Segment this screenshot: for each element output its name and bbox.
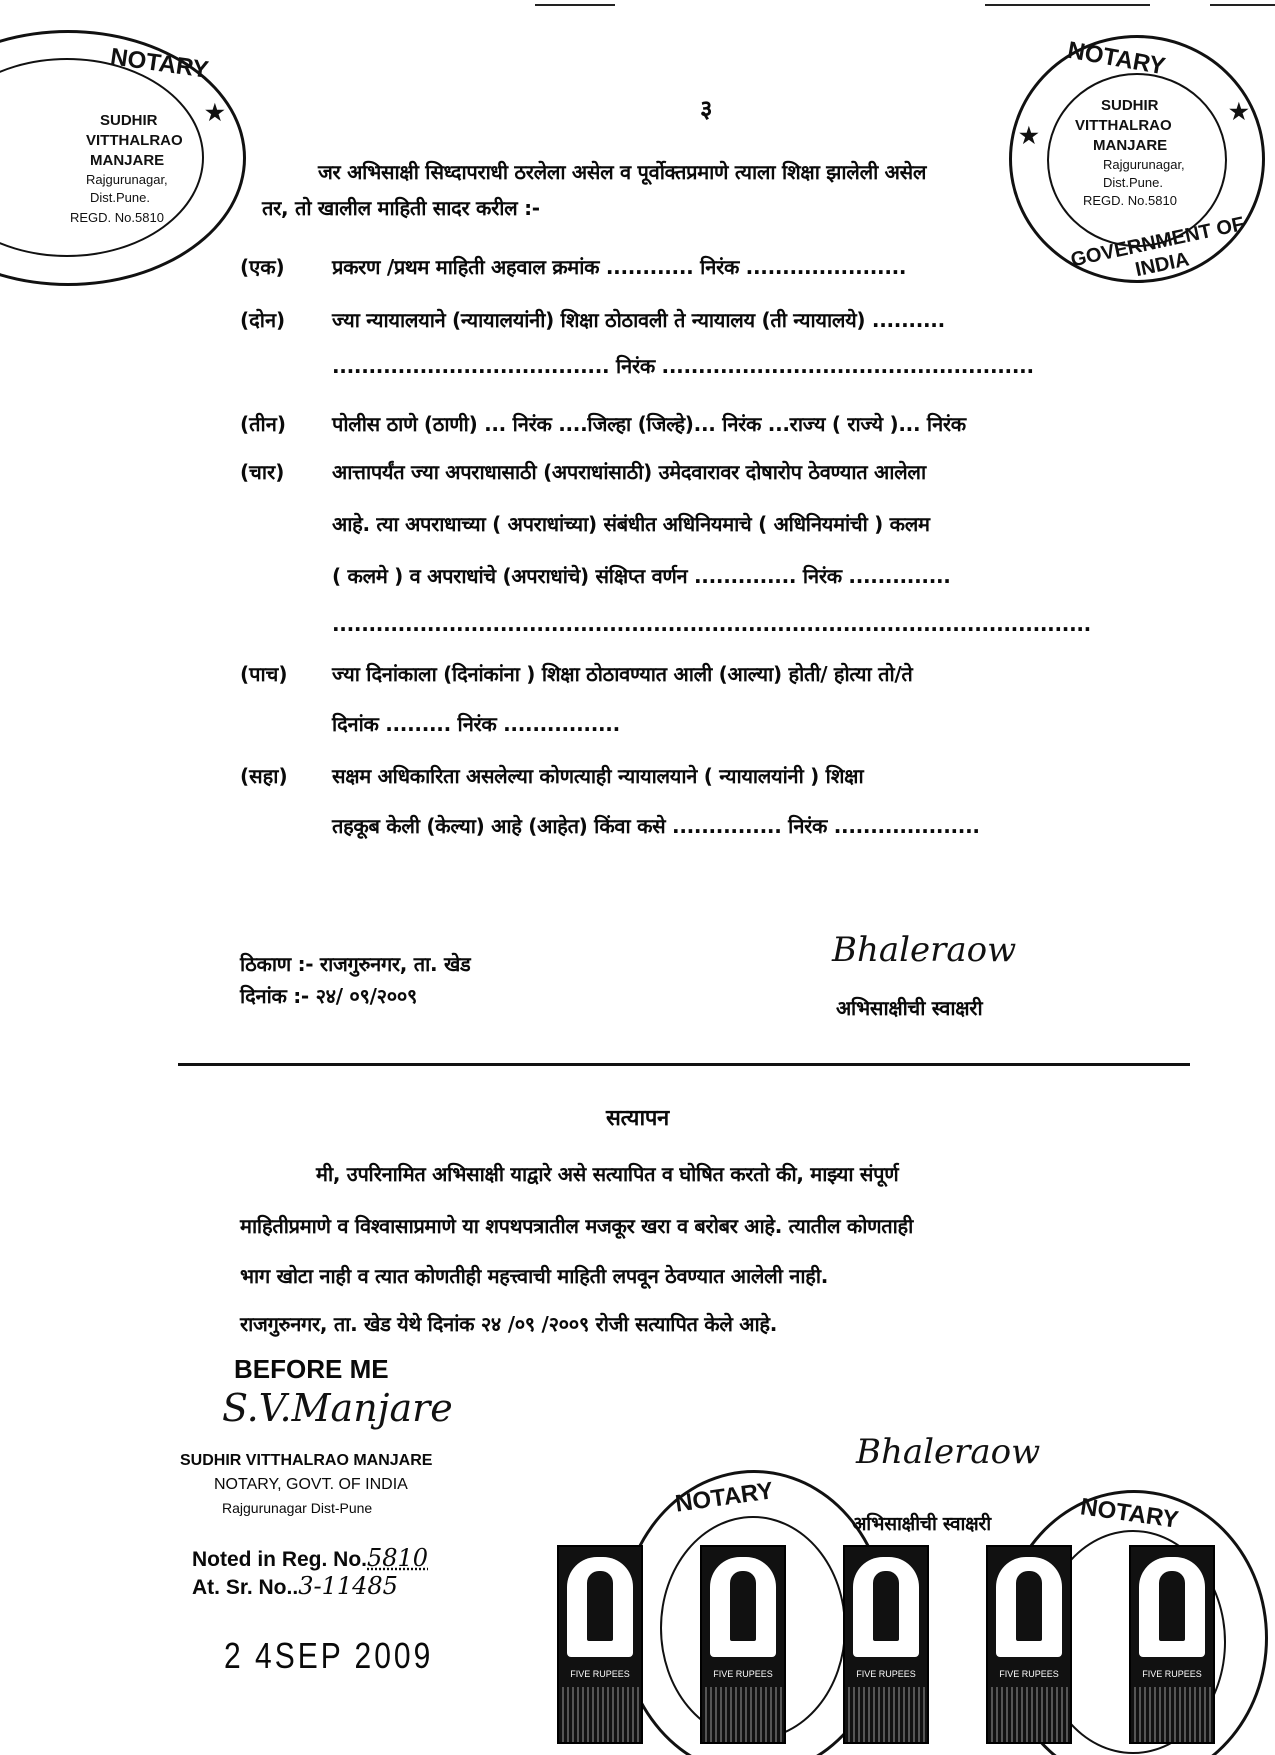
notary-title: NOTARY, GOVT. OF INDIA xyxy=(214,1476,408,1493)
date: दिनांक :- २४/ ०९/२००९ xyxy=(240,984,418,1008)
seal-city: Rajgurunagar, xyxy=(1103,157,1185,172)
verification-title: सत्यापन xyxy=(606,1106,669,1131)
item-line: ज्या न्यायालयाने (न्यायालयांनी) शिक्षा ठोठावली ते न्यायालय (ती न्यायालये) .......... xyxy=(332,308,945,332)
item-label: (चार) xyxy=(240,460,285,484)
item-line: ........................................................................................................ xyxy=(332,612,1091,636)
intro-line-2: तर, तो खालील माहिती सादर करील :- xyxy=(262,196,540,220)
verification-line: राजगुरुनगर, ता. खेड येथे दिनांक २४ /०९ /२००९ रोजी सत्यापित केले आहे. xyxy=(240,1312,778,1336)
date-stamp: 2 4SEP 2009 xyxy=(224,1636,434,1677)
seal-name-3: MANJARE xyxy=(90,152,165,169)
verification-line: मी, उपरिनामित अभिसाक्षी याद्वारे असे सत्यापित व घोषित करतो की, माझ्या संपूर्ण xyxy=(316,1162,899,1186)
scan-edge-line xyxy=(985,4,1150,6)
page-number: ३ xyxy=(700,95,713,123)
item-line: ...................................... निरंक ................................................... xyxy=(332,354,1034,378)
revenue-stamp xyxy=(986,1545,1072,1744)
seal-name-1: SUDHIR xyxy=(1101,97,1159,114)
scan-edge-line xyxy=(535,4,615,6)
seal-top-arc: NOTARY xyxy=(673,1477,776,1518)
reg-number-value: 5810 xyxy=(367,1544,429,1572)
item-line: दिनांक ......... निरंक ................ xyxy=(332,712,620,736)
item-line: आत्तापर्यंत ज्या अपराधासाठी (अपराधांसाठी) उमेदवारावर दोषारोप ठेवण्यात आलेला xyxy=(332,460,926,484)
notary-name: SUDHIR VITTHALRAO MANJARE xyxy=(180,1452,433,1469)
seal-name-1: SUDHIR xyxy=(100,112,158,129)
stamp-value: FIVE RUPEES xyxy=(1142,1669,1202,1679)
seal-top-arc: NOTARY xyxy=(108,43,211,84)
stamp-value: FIVE RUPEES xyxy=(999,1669,1059,1679)
seal-top-arc: NOTARY xyxy=(1065,36,1168,81)
ashoka-emblem-icon xyxy=(1139,1557,1205,1657)
notary-place: Rajgurunagar Dist-Pune xyxy=(222,1500,373,1516)
intro-line-1: जर अभिसाक्षी सिध्दापराधी ठरलेला असेल व पूर्वोक्तप्रमाणे त्याला शिक्षा झालेली असेल xyxy=(318,160,927,184)
stamp-value: FIVE RUPEES xyxy=(856,1669,916,1679)
seal-district: Dist.Pune. xyxy=(1103,175,1163,190)
seal-name-3: MANJARE xyxy=(1093,137,1168,154)
item-line: आहे. त्या अपराधाच्या ( अपराधांच्या) संबंधीत अधिनियमाचे ( अधिनियमांची ) कलम xyxy=(332,512,930,536)
verification-line: माहितीप्रमाणे व विश्वासाप्रमाणे या शपथपत्रातील मजकूर खरा व बरोबर आहे. त्यातील कोणताही xyxy=(240,1214,914,1238)
seal-bottom-arc: GOVERNMENT OF INDIA xyxy=(1068,213,1247,282)
item-label: (तीन) xyxy=(240,412,286,436)
revenue-stamp xyxy=(557,1545,643,1744)
revenue-stamp xyxy=(843,1545,929,1744)
revenue-stamp xyxy=(1129,1545,1215,1744)
stamp-value: FIVE RUPEES xyxy=(570,1669,630,1679)
item-line: सक्षम अधिकारिता असलेल्या कोणत्याही न्यायालयाने ( न्यायालयांनी ) शिक्षा xyxy=(332,764,864,788)
reg-number-label: Noted in Reg. No. xyxy=(192,1548,367,1571)
deponent-signature-bottom: Bhaleraow xyxy=(856,1432,1041,1472)
before-me-label: BEFORE ME xyxy=(234,1354,389,1384)
section-divider xyxy=(178,1063,1190,1066)
seal-name-2: VITTHALRAO xyxy=(1075,117,1172,134)
seal-top-arc: NOTARY xyxy=(1078,1493,1181,1534)
ashoka-emblem-icon xyxy=(710,1557,776,1657)
scan-edge-line xyxy=(1210,4,1275,6)
serial-number-line xyxy=(192,1572,398,1600)
serial-number-value: 3-11485 xyxy=(298,1572,398,1600)
item-label: (एक) xyxy=(240,255,285,279)
deponent-signature: Bhaleraow xyxy=(832,930,1017,970)
seal-district: Dist.Pune. xyxy=(90,190,150,205)
notary-seal-left xyxy=(0,30,260,290)
place: ठिकाण :- राजगुरुनगर, ता. खेड xyxy=(240,952,471,976)
seal-name-2: VITTHALRAO xyxy=(86,132,183,149)
seal-reg: REGD. No.5810 xyxy=(70,210,164,225)
item-line: ( कलमे ) व अपराधांचे (अपराधांचे) संक्षिप्त वर्णन .............. निरंक .............. xyxy=(332,564,951,588)
revenue-stamp xyxy=(700,1545,786,1744)
deponent-signature-label: अभिसाक्षीची स्वाक्षरी xyxy=(836,996,983,1020)
seal-city: Rajgurunagar, xyxy=(86,172,168,187)
item-label: (सहा) xyxy=(240,764,288,788)
stamp-value: FIVE RUPEES xyxy=(713,1669,773,1679)
ashoka-emblem-icon xyxy=(996,1557,1062,1657)
deponent-signature-label-bottom: अभिसाक्षीची स्वाक्षरी xyxy=(852,1513,991,1535)
star-icon: ★ xyxy=(1019,123,1039,148)
verification-line: भाग खोटा नाही व त्यात कोणतीही महत्त्वाची माहिती लपवून ठेवण्यात आलेली नाही. xyxy=(240,1264,829,1288)
star-icon: ★ xyxy=(1229,99,1249,124)
serial-number-label: At. Sr. No.. xyxy=(192,1576,299,1599)
item-label: (पाच) xyxy=(240,662,288,686)
ashoka-emblem-icon xyxy=(853,1557,919,1657)
item-line: पोलीस ठाणे (ठाणी) ... निरंक ....जिल्हा (जिल्हे)... निरंक ...राज्य ( राज्ये )... निरंक xyxy=(332,412,966,436)
item-line: तहकूब केली (केल्या) आहे (आहेत) किंवा कसे ............... निरंक .................... xyxy=(332,814,980,838)
star-icon: ★ xyxy=(205,100,225,125)
ashoka-emblem-icon xyxy=(567,1557,633,1657)
item-label: (दोन) xyxy=(240,308,286,332)
notary-seal-right xyxy=(1005,35,1275,285)
notary-signature: S.V.Manjare xyxy=(222,1386,453,1430)
item-line: प्रकरण /प्रथम माहिती अहवाल क्रमांक ............ निरंक ...................... xyxy=(332,255,907,279)
seal-reg: REGD. No.5810 xyxy=(1083,193,1177,208)
reg-number-line xyxy=(192,1544,428,1572)
item-line: ज्या दिनांकाला (दिनांकांना ) शिक्षा ठोठावण्यात आली (आल्या) होती/ होत्या तो/ते xyxy=(332,662,913,686)
